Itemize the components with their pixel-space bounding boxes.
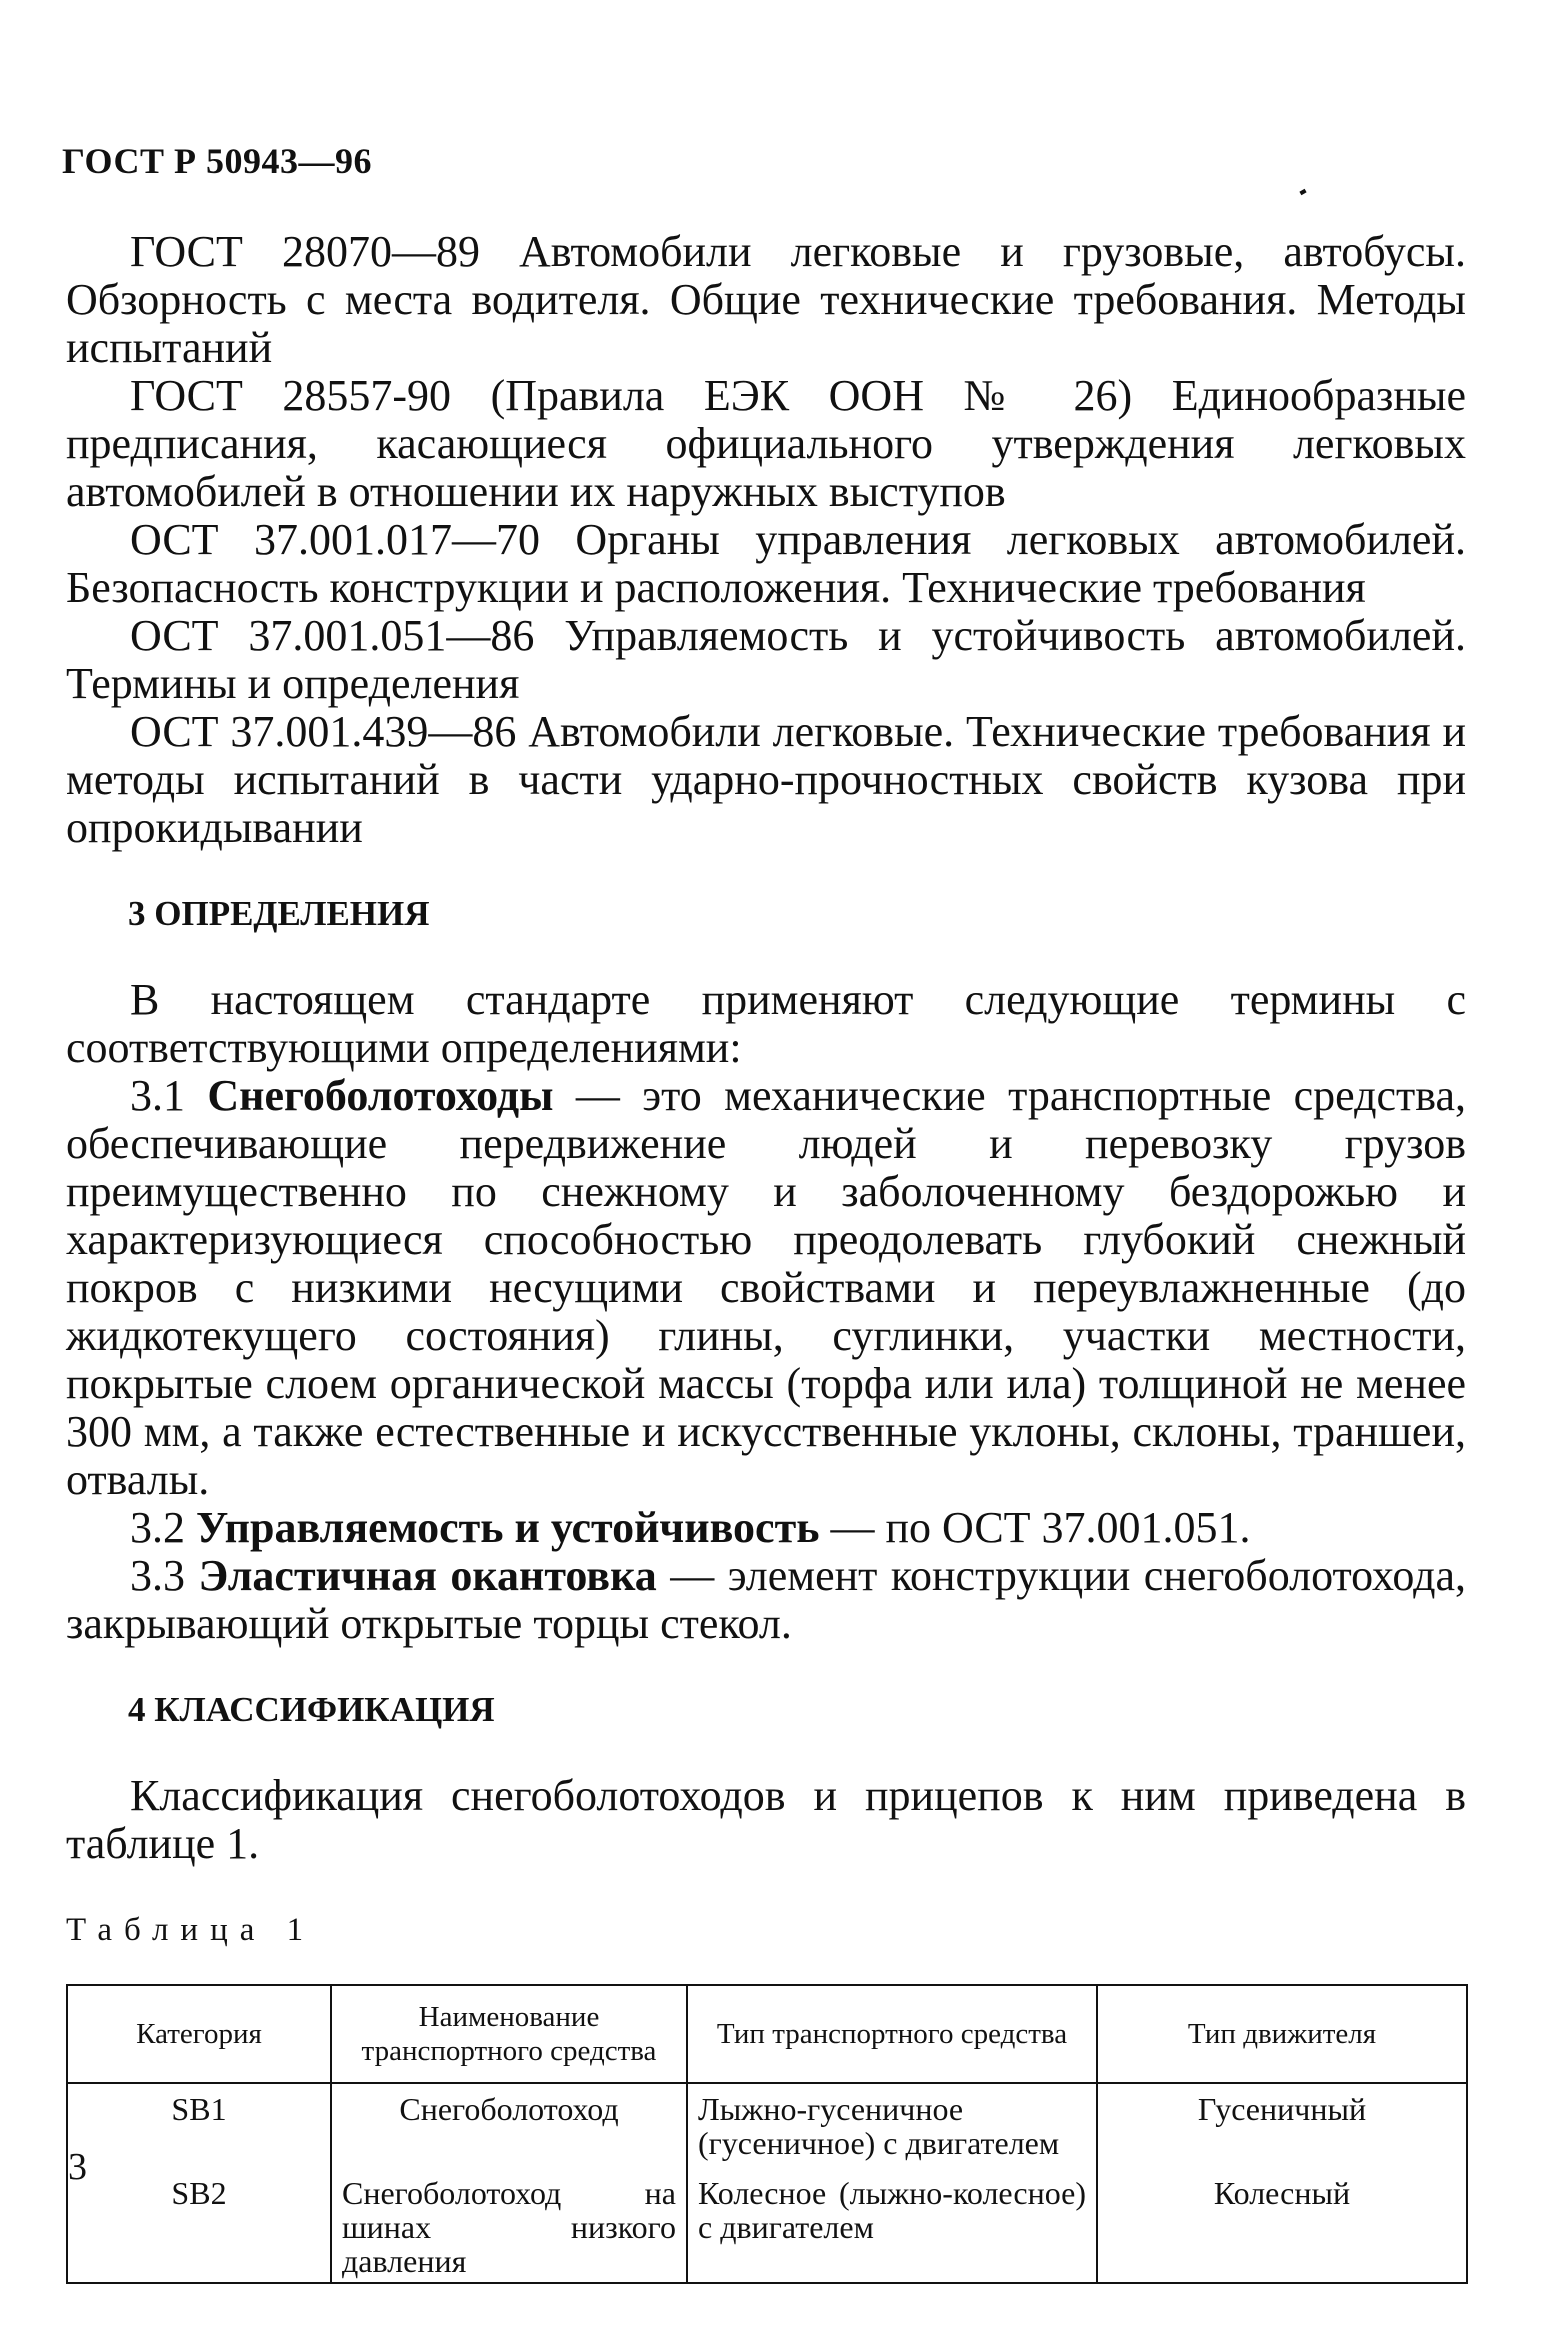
table-row bbox=[67, 2083, 1467, 2168]
table-cell-vehicle-name: Снегоболотоход bbox=[331, 2083, 687, 2168]
page-content bbox=[66, 228, 1466, 2284]
section-3-intro: В настоящем стандарте применяют следующие термины с соответствующими определениями: bbox=[66, 975, 1466, 1072]
definition-term: Эластичная окантовка bbox=[198, 1551, 657, 1600]
table-cell-vehicle-type: Лыжно-гусеничное (гусеничное) с двигателем bbox=[687, 2083, 1097, 2168]
definition-term: Снегоболотоходы bbox=[207, 1071, 554, 1120]
table-cell-vehicle-type: Колесное (лыжно-колесное) с двигателем bbox=[687, 2168, 1097, 2283]
column-header-vehicle-type: Тип транспортного средства bbox=[687, 1985, 1097, 2083]
reference-ost-051: ОСТ 37.001.051—86 Управляемость и устойчивость автомобилей. Термины и определения bbox=[66, 611, 1466, 708]
table-caption: Таблица 1 bbox=[66, 1912, 316, 1948]
column-header-propulsion-type: Тип движителя bbox=[1097, 1985, 1467, 2083]
definition-term: Управляемость и устойчивость bbox=[196, 1503, 820, 1552]
definition-number: 3.1 bbox=[130, 1071, 185, 1120]
table-header-row bbox=[67, 1985, 1467, 2083]
classification-table bbox=[66, 1984, 1468, 2284]
table-cell-category: SB1 bbox=[67, 2083, 331, 2168]
column-header-category: Категория bbox=[67, 1985, 331, 2083]
table-cell-propulsion-type: Колесный bbox=[1097, 2168, 1467, 2283]
table-cell-vehicle-name: Снегоболотоход на шинах низкого давления bbox=[331, 2168, 687, 2283]
definition-3-3 bbox=[66, 1552, 1466, 1648]
definition-text: — по ОСТ 37.001.051. bbox=[830, 1503, 1251, 1552]
section-4-heading: 4 КЛАССИФИКАЦИЯ bbox=[128, 1690, 495, 1729]
table-cell-propulsion-type: Гусеничный bbox=[1097, 2083, 1467, 2168]
reference-ost-439: ОСТ 37.001.439—86 Автомобили легковые. Технические требования и методы испытаний в части ударно-прочностных свойств кузова при опрокидывании bbox=[66, 707, 1466, 852]
reference-ost-017: ОСТ 37.001.017—70 Органы управления легковых автомобилей. Безопасность конструкции и расположения. Технические требования bbox=[66, 515, 1466, 612]
table-row bbox=[67, 2168, 1467, 2283]
definition-3-1 bbox=[66, 1072, 1466, 1504]
column-header-vehicle-name: Наименование транспортного средства bbox=[331, 1985, 687, 2083]
definition-number: 3.3 bbox=[130, 1551, 185, 1600]
section-4-intro: Классификация снегоболотоходов и прицепов к ним приведена в таблице 1. bbox=[66, 1771, 1466, 1868]
reference-gost-28557: ГОСТ 28557-90 (Правила ЕЭК ООН № 26) Единообразные предписания, касающиеся официального утверждения легковых автомобилей в отношении их наружных выступов bbox=[66, 371, 1466, 516]
document-header: ГОСТ Р 50943—96 bbox=[62, 141, 372, 181]
definition-text: — это механические транспортные средства, обеспечивающие передвижение людей и перевозку грузов преимущественно по снежному и заболоченному бездорожью и характеризующиеся способностью преодолевать глубокий снежный покров с низкими несущими свойствами и переувлажненные (до жидкотекущего состояния) глины, суглинки, участки местности, покрытые слоем органической массы (торфа или ила) толщиной не менее 300 мм, а также естественные и искусственные уклоны, склоны, траншеи, отвалы. bbox=[66, 1071, 1466, 1504]
section-3-heading: 3 ОПРЕДЕЛЕНИЯ bbox=[128, 894, 430, 933]
definition-text: — элемент конструкции снегоболотохода, закрывающий открытые торцы стекол. bbox=[66, 1551, 1467, 1648]
stray-ink-mark bbox=[1299, 189, 1306, 195]
page-number: 3 bbox=[68, 2146, 87, 2188]
definition-3-2 bbox=[66, 1504, 1466, 1552]
definition-number: 3.2 bbox=[130, 1503, 185, 1552]
table-cell-category: SB2 bbox=[67, 2168, 331, 2283]
reference-gost-28070: ГОСТ 28070—89 Автомобили легковые и грузовые, автобусы. Обзорность с места водителя. Общие технические требования. Методы испытаний bbox=[66, 227, 1466, 372]
